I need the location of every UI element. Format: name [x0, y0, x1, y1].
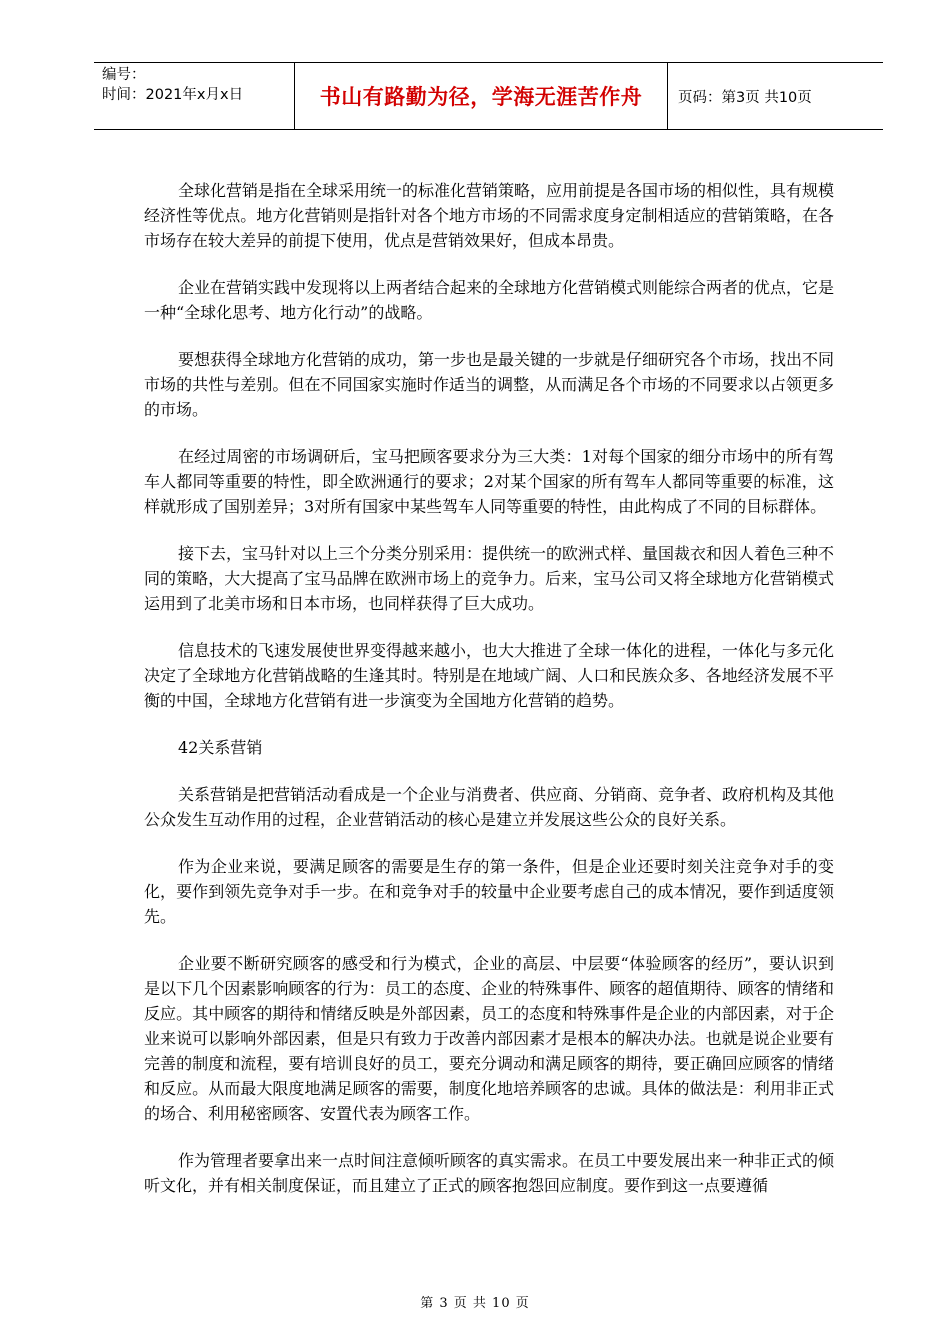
paragraph: 接下去，宝马针对以上三个分类分别采用：提供统一的欧洲式样、量国裁衣和因人着色三种不同的策略，大大提高了宝马品牌在欧洲市场上的竞争力。后来，宝马公司又将全球地方化营销模式运用到了北美市场和日本市场，也同样获得了巨大成功。 — [144, 544, 835, 613]
paragraph: 企业在营销实践中发现将以上两者结合起来的全球地方化营销模式则能综合两者的优点，它是一种“全球化思考、地方化行动”的战略。 — [144, 278, 835, 322]
paragraph: 在经过周密的市场调研后，宝马把顾客要求分为三大类：1对每个国家的细分市场中的所有驾车人都同等重要的特性，即全欧洲通行的要求；2对某个国家的所有驾车人都同等重要的标准，这样就形成了国别差异；3对所有国家中某些驾车人同等重要的特性，由此构成了不同的目标群体。 — [144, 447, 834, 516]
page-header — [94, 62, 883, 130]
paragraph: 全球化营销是指在全球采用统一的标准化营销策略，应用前提是各国市场的相似性，具有规模经济性等优点。地方化营销则是指针对各个地方市场的不同需求度身定制相适应的营销策略，在各市场存在较大差异的前提下使用，优点是营销效果好，但成本昂贵。 — [144, 181, 835, 250]
paragraph: 要想获得全球地方化营销的成功，第一步也是最关键的一步就是仔细研究各个市场，找出不同市场的共性与差别。但在不同国家实施时作适当的调整，从而满足各个市场的不同要求以占领更多的市场。 — [144, 350, 835, 419]
header-meta — [94, 63, 295, 129]
paragraph: 企业要不断研究顾客的感受和行为模式，企业的高层、中层要“体验顾客的经历”，要认识到是以下几个因素影响顾客的行为：员工的态度、企业的特殊事件、顾客的超值期待、顾客的情绪和反应。其中顾客的期待和情绪反映是外部因素，员工的态度和特殊事件是企业的内部因素，对于企业来说可以影响外部因素，但是只有致力于改善内部因素才是根本的解决办法。也就是说企业要有完善的制度和流程，要有培训良好的员工，要充分调动和满足顾客的期待，要正确回应顾客的情绪和反应。从而最大限度地满足顾客的需要，制度化地培养顾客的忠诚。具体的做法是：利用非正式的场合、利用秘密顾客、安置代表为顾客工作。 — [144, 954, 834, 1123]
paragraph: 作为企业来说，要满足顾客的需要是生存的第一条件，但是企业还要时刻关注竞争对手的变化，要作到领先竞争对手一步。在和竞争对手的较量中企业要考虑自己的成本情况，要作到适度领先。 — [144, 857, 834, 926]
header-page-number: 页码：第3页 共10页 — [678, 89, 812, 106]
paragraph: 关系营销是把营销活动看成是一个企业与消费者、供应商、分销商、竞争者、政府机构及其他公众发生互动作用的过程，企业营销活动的核心是建立并发展这些公众的良好关系。 — [144, 785, 835, 829]
document-number-label: 编号： — [102, 67, 146, 83]
document-time-label: 时间：2021年x月x日 — [102, 87, 244, 103]
header-motto-cell — [295, 63, 668, 129]
paragraph: 作为管理者要拿出来一点时间注意倾听顾客的真实需求。在员工中要发展出来一种非正式的倾听文化，并有相关制度保证，而且建立了正式的顾客抱怨回应制度。要作到这一点要遵循 — [144, 1151, 835, 1195]
paragraph: 信息技术的飞速发展使世界变得越来越小，也大大推进了全球一体化的进程，一体化与多元化决定了全球地方化营销战略的生逢其时。特别是在地域广阔、人口和民族众多、各地经济发展不平衡的中国，全球地方化营销有进一步演变为全国地方化营销的趋势。 — [144, 641, 835, 710]
header-motto: 书山有路勤为径，学海无涯苦作舟 — [319, 85, 643, 109]
document-body — [144, 178, 834, 1220]
page-footer: 第 3 页 共 10 页 — [420, 1296, 530, 1311]
section-heading: 42关系营销 — [178, 738, 263, 757]
header-page-cell — [668, 63, 883, 129]
